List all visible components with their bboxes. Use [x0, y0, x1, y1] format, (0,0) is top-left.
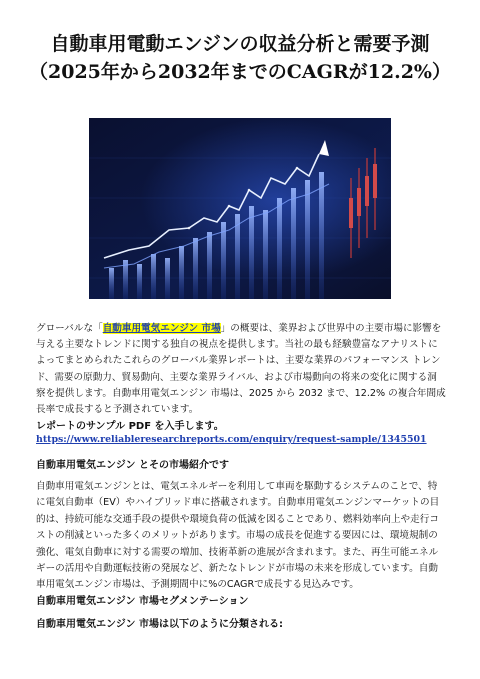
document-title — [20, 30, 460, 86]
intro-paragraph — [36, 321, 446, 418]
title-line-1: 自動車用電動エンジンの収益分析と需要予測 — [50, 33, 430, 55]
title-line-2: （2025年から2032年までのCAGRが12.2%） — [29, 61, 451, 83]
sample-link[interactable]: https://www.reliableresearchreports.com/enquiry/request-sample/1345501 — [36, 434, 427, 445]
intro-text-after: 」の概要は、業界および世界中の主要市場に影響を与える主要なトレンドに関する独自の視点を提供します。当社の最も経験豊富なアナリストによってまとめられたこれらのグローバル業界レポートは、主要な業界のパフォーマンス トレンド、需要の原動力、貿易動向、主要な業界ライバル、および市場動向の将来の変化に関する洞察を提供します。自動車用電気エンジン 市場は、2025 から 2032 まで、12.2% の複合年間成長率で成長すると予測されています。 — [36, 323, 446, 416]
section-heading-intro: 自動車用電気エンジン とその市場紹介です — [36, 460, 229, 471]
intro-text-before: グローバルな「 — [36, 323, 103, 334]
market-link[interactable]: 自動車用電気エンジン 市場 — [102, 323, 221, 334]
hero-chart-image — [89, 118, 391, 299]
sample-label: レポートのサンプル PDF を入手します。 — [36, 421, 224, 432]
intro-body-paragraph: 自動車用電気エンジンとは、電気エネルギーを利用して車両を駆動するシステムのことで、特に電気自動車（EV）やハイブリッド車に搭載されます。自動車用電気エンジンマーケットの目的は、持続可能な交通手段の提供や環境負荷の低減を図ることであり、燃料効率向上や走行コストの削減といった多くのメリットがあります。市場の成長を促進する要因には、環境規制の強化、電気自動車に対する需要の増加、技術革新の進展が含まれます。また、再生可能エネルギーの活用や自動運転技術の発展など、新たなトレンドが市場の未来を形成しています。自動車用電気エンジン市場は、予測期間中に%のCAGRで成長する見込みです。 — [36, 481, 440, 591]
section-heading-classification: 自動車用電気エンジン 市場は以下のように分類される: — [36, 619, 283, 630]
sample-request — [36, 420, 446, 446]
section-heading-segmentation: 自動車用電気エンジン 市場セグメンテーション — [36, 596, 249, 607]
